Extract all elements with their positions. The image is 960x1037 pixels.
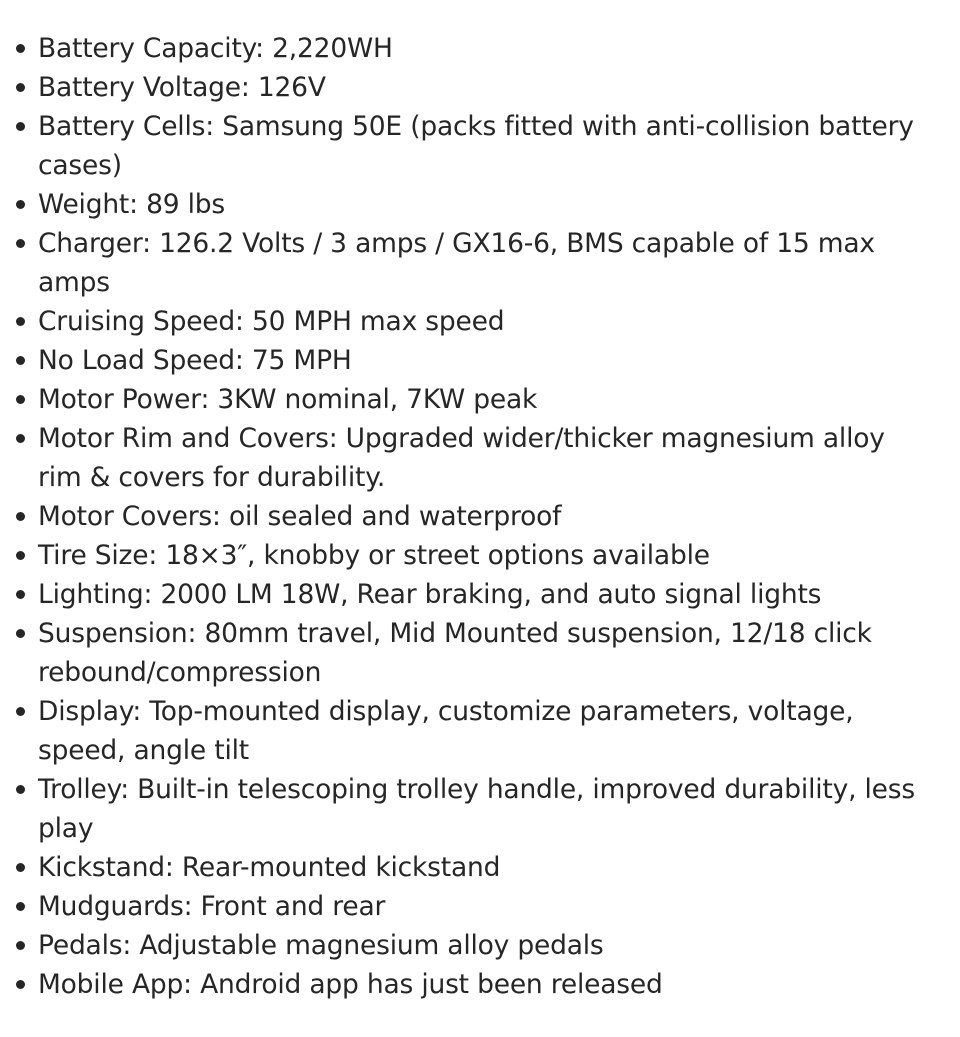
spec-item-battery-voltage	[38, 68, 920, 107]
bullet-icon	[16, 980, 25, 989]
bullet-icon	[16, 902, 25, 911]
bullet-icon	[16, 590, 25, 599]
spec-item-mobile-app	[38, 965, 920, 1004]
spec-text: Display: Top-mounted display, customize parameters, voltage, speed, angle tilt	[38, 696, 854, 766]
spec-text: Motor Rim and Covers: Upgraded wider/thicker magnesium alloy rim & covers for durability.	[38, 423, 885, 493]
bullet-icon	[16, 122, 25, 131]
spec-item-trolley	[38, 770, 920, 848]
bullet-icon	[16, 785, 25, 794]
spec-text: Suspension: 80mm travel, Mid Mounted suspension, 12/18 click rebound/compression	[38, 618, 872, 688]
spec-text: Motor Power: 3KW nominal, 7KW peak	[38, 384, 538, 415]
bullet-icon	[16, 356, 25, 365]
bullet-icon	[16, 395, 25, 404]
spec-item-suspension	[38, 614, 920, 692]
bullet-icon	[16, 200, 25, 209]
spec-text: No Load Speed: 75 MPH	[38, 345, 352, 376]
spec-text: Battery Cells: Samsung 50E (packs fitted with anti-collision battery cases)	[38, 111, 914, 181]
spec-text: Pedals: Adjustable magnesium alloy pedals	[38, 930, 604, 961]
spec-text: Battery Voltage: 126V	[38, 72, 326, 103]
bullet-icon	[16, 83, 25, 92]
spec-item-motor-covers	[38, 497, 920, 536]
spec-item-weight	[38, 185, 920, 224]
bullet-icon	[16, 44, 25, 53]
spec-item-motor-rim-covers	[38, 419, 920, 497]
spec-text: Mobile App: Android app has just been released	[38, 969, 663, 1000]
bullet-icon	[16, 707, 25, 716]
spec-text: Trolley: Built-in telescoping trolley handle, improved durability, less play	[38, 774, 915, 844]
spec-item-motor-power	[38, 380, 920, 419]
spec-text: Tire Size: 18×3″, knobby or street options available	[38, 540, 710, 571]
spec-text: Lighting: 2000 LM 18W, Rear braking, and auto signal lights	[38, 579, 822, 610]
spec-text: Kickstand: Rear-mounted kickstand	[38, 852, 501, 883]
spec-text: Battery Capacity: 2,220WH	[38, 33, 393, 64]
spec-item-display	[38, 692, 920, 770]
spec-item-mudguards	[38, 887, 920, 926]
spec-item-battery-capacity	[38, 29, 920, 68]
bullet-icon	[16, 239, 25, 248]
spec-text: Cruising Speed: 50 MPH max speed	[38, 306, 505, 337]
spec-item-tire-size	[38, 536, 920, 575]
spec-text: Mudguards: Front and rear	[38, 891, 386, 922]
spec-item-no-load-speed	[38, 341, 920, 380]
spec-item-cruising-speed	[38, 302, 920, 341]
bullet-icon	[16, 434, 25, 443]
bullet-icon	[16, 512, 25, 521]
spec-item-charger	[38, 224, 920, 302]
bullet-icon	[16, 551, 25, 560]
bullet-icon	[16, 863, 25, 872]
spec-item-lighting	[38, 575, 920, 614]
spec-text: Charger: 126.2 Volts / 3 amps / GX16-6, BMS capable of 15 max amps	[38, 228, 875, 298]
spec-item-battery-cells	[38, 107, 920, 185]
bullet-icon	[16, 629, 25, 638]
spec-item-pedals	[38, 926, 920, 965]
spec-text: Weight: 89 lbs	[38, 189, 226, 220]
bullet-icon	[16, 941, 25, 950]
spec-item-kickstand	[38, 848, 920, 887]
spec-text: Motor Covers: oil sealed and waterproof	[38, 501, 562, 532]
bullet-icon	[16, 317, 25, 326]
